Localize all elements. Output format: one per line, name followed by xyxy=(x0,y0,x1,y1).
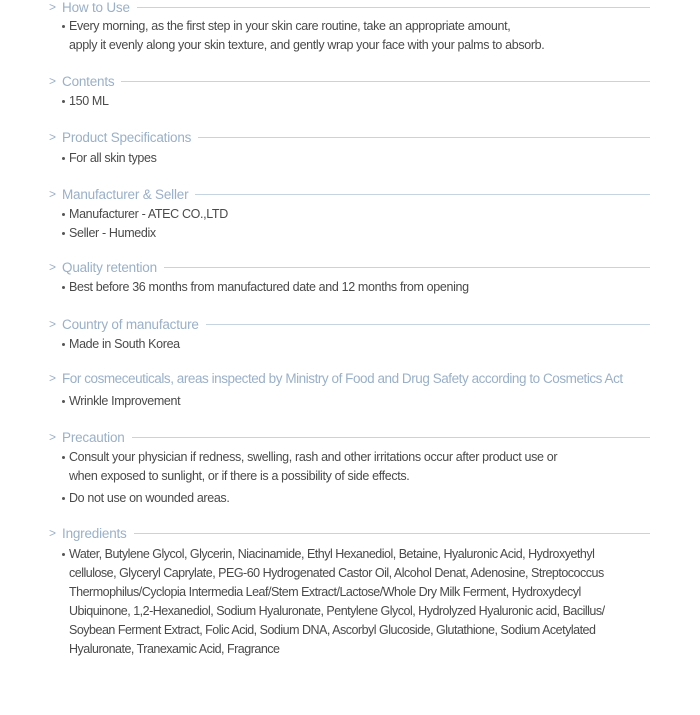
chevron-right-icon: > xyxy=(49,371,57,385)
divider xyxy=(137,7,650,8)
section-product-specifications xyxy=(48,128,650,168)
ingredients-line: Thermophilus/Cyclopia Intermedia Leaf/Stem Extract/Lactose/Whole Dry Milk Ferment, Hydroxydecyl xyxy=(69,585,581,599)
list-item: Every morning, as the first step in your skin care routine, take an appropriate amount, xyxy=(48,17,650,36)
section-header xyxy=(48,428,650,446)
chevron-right-icon: > xyxy=(49,260,57,274)
section-title: Product Specifications xyxy=(62,129,192,145)
list-item: Water, Butylene Glycol, Glycerin, Niacinamide, Ethyl Hexanediol, Betaine, Hyaluronic Acid, Hydroxyethyl xyxy=(48,545,650,564)
list-item: Manufacturer - ATEC CO.,LTD xyxy=(48,205,650,224)
list-item: Do not use on wounded areas. xyxy=(48,489,650,508)
section-quality-retention xyxy=(48,258,650,297)
divider xyxy=(134,533,650,534)
section-ingredients xyxy=(48,524,650,659)
list-item: Seller - Humedix xyxy=(48,224,650,243)
section-cosmeceuticals xyxy=(48,369,650,411)
section-title: Precaution xyxy=(62,429,125,445)
section-manufacturer-seller xyxy=(48,185,650,243)
chevron-right-icon: > xyxy=(49,130,57,144)
chevron-right-icon: > xyxy=(49,74,57,88)
list-item: Best before 36 months from manufactured date and 12 months from opening xyxy=(48,278,650,297)
section-country-of-manufacture xyxy=(48,315,650,354)
divider xyxy=(198,137,650,138)
section-title: How to Use xyxy=(62,0,130,15)
section-header xyxy=(48,524,650,542)
divider xyxy=(132,437,650,438)
section-title: Contents xyxy=(62,73,115,89)
chevron-right-icon: > xyxy=(49,0,57,14)
list-item: Consult your physician if redness, swelling, rash and other irritations occur after product use or xyxy=(48,448,650,467)
section-header xyxy=(48,369,650,387)
section-header xyxy=(48,258,650,276)
section-title: Quality retention xyxy=(62,259,157,275)
divider xyxy=(206,324,650,325)
chevron-right-icon: > xyxy=(49,430,57,444)
section-header xyxy=(48,185,650,203)
divider xyxy=(164,267,650,268)
section-contents xyxy=(48,72,650,111)
list-item-continuation: apply it evenly along your skin texture, and gently wrap your face with your palms to absorb. xyxy=(69,38,545,52)
section-header xyxy=(48,315,650,333)
section-how-to-use xyxy=(48,0,650,55)
list-item: 150 ML xyxy=(48,92,650,111)
section-title: Manufacturer & Seller xyxy=(62,186,189,202)
ingredients-line: Hyaluronate, Tranexamic Acid, Fragrance xyxy=(69,642,280,656)
section-title: For cosmeceuticals, areas inspected by Ministry of Food and Drug Safety according to Cosmetics Act xyxy=(62,370,623,386)
ingredients-line: Soybean Ferment Extract, Folic Acid, Sodium DNA, Ascorbyl Glucoside, Glutathione, Sodium Acetylated xyxy=(69,623,596,637)
chevron-right-icon: > xyxy=(49,187,57,201)
section-header xyxy=(48,0,650,16)
section-title: Ingredients xyxy=(62,525,127,541)
section-precaution xyxy=(48,428,650,508)
chevron-right-icon: > xyxy=(49,526,57,540)
list-item: Made in South Korea xyxy=(48,335,650,354)
ingredients-line: cellulose, Glyceryl Caprylate, PEG-60 Hydrogenated Castor Oil, Alcohol Denat, Adenosine, Streptococcus xyxy=(69,566,604,580)
list-item: For all skin types xyxy=(48,149,650,168)
chevron-right-icon: > xyxy=(49,317,57,331)
ingredients-continuation xyxy=(48,564,650,659)
section-header xyxy=(48,72,650,90)
divider xyxy=(121,81,650,82)
section-title: Country of manufacture xyxy=(62,316,199,332)
list-item: Wrinkle Improvement xyxy=(48,392,650,411)
list-item-continuation: when exposed to sunlight, or if there is a possibility of side effects. xyxy=(69,469,410,483)
ingredients-line: Ubiquinone, 1,2-Hexanediol, Sodium Hyaluronate, Pentylene Glycol, Hydrolyzed Hyaluronic acid, Bacillus/ xyxy=(69,604,605,618)
divider xyxy=(195,194,650,195)
section-header xyxy=(48,128,650,146)
